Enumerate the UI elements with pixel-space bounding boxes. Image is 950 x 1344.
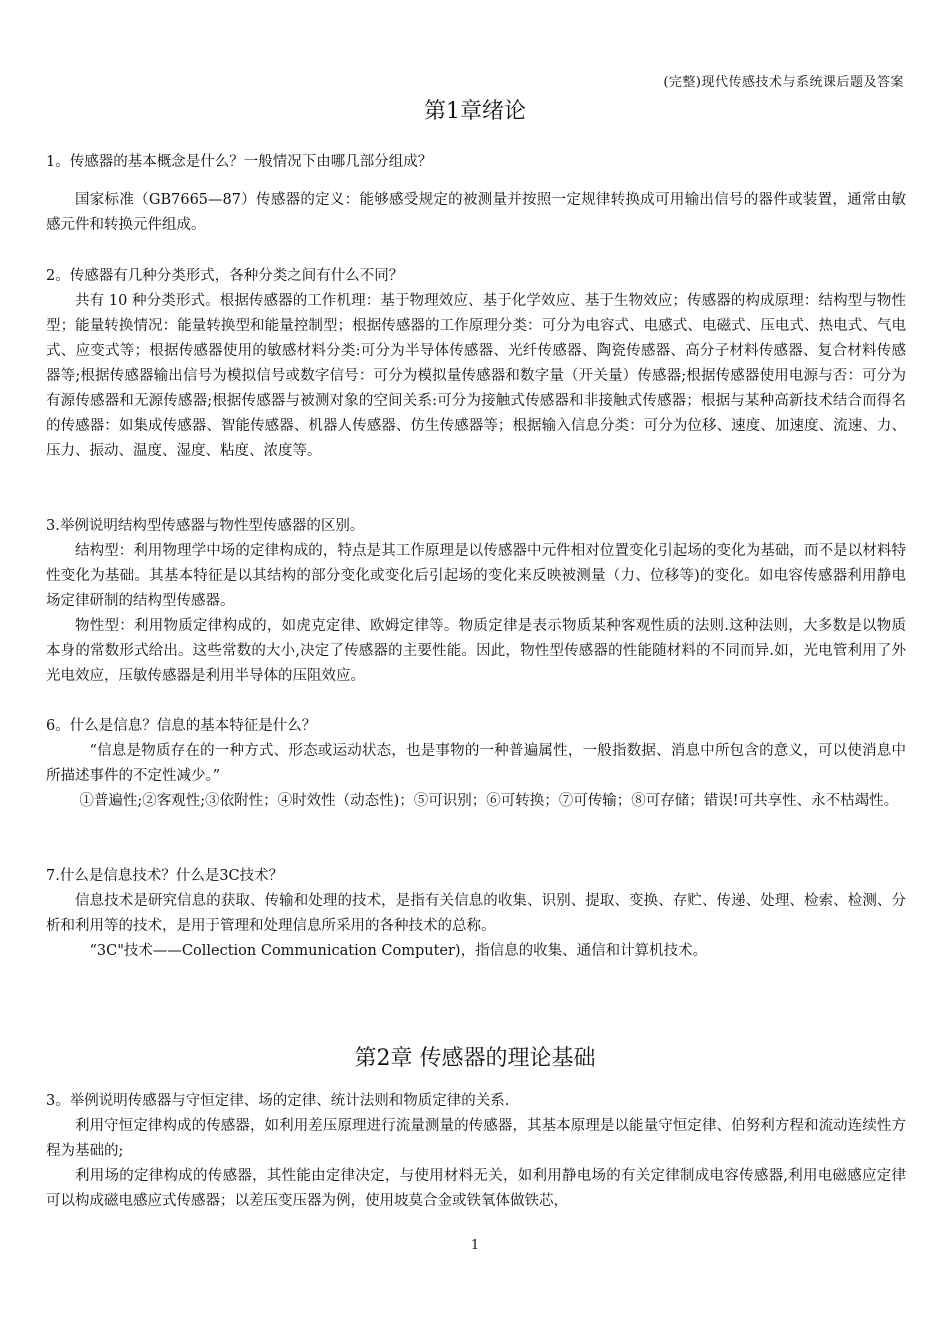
answer-3-structural: 结构型：利用物理学中场的定律构成的，特点是其工作原理是以传感器中元件相对位置变化引起场的变化为基础，而不是以材料特性变化为基础。其基本特征是以其结构的部分变化或变化后引起场的变化来反映被测量（力、位移等)的变化。如电容传感器利用静电场定律研制的结构型传感器。 — [46, 543, 906, 609]
answer-6-definition: “信息是物质存在的一种方式、形态或运动状态，也是事物的一种普遍属性，一般指数据、消息中所包含的意义，可以使消息中所描述事件的不定性减少。” — [46, 743, 906, 784]
chapter-2-title: 第2章 传感器的理论基础 — [354, 1046, 596, 1071]
answer-6-features: ①普遍性;②客观性;③依附性；④时效性（动态性)；⑤可识别；⑥可转换；⑦可传输；⑧可存储；错误!可共享性、永不枯竭性。 — [79, 793, 899, 809]
question-2: 2。传感器有几种分类形式，各种分类之间有什么不同？ — [46, 268, 404, 284]
answer-2-3-conservation: 利用守恒定律构成的传感器，如利用差压原理进行流量测量的传感器，其基本原理是以能量守恒定律、伯努利方程和流动连续性方程为基础的; — [46, 1118, 906, 1159]
question-2-3: 3。举例说明传感器与守恒定律、场的定律、统计法则和物质定律的关系. — [46, 1093, 510, 1109]
question-3: 3.举例说明结构型传感器与物性型传感器的区别。 — [46, 518, 365, 534]
page-number: 1 — [470, 1238, 480, 1253]
answer-3-physical: 物性型：利用物质定律构成的，如虎克定律、欧姆定律等。物质定律是表示物质某种客观性质的法则.这种法则，大多数是以物质本身的常数形式给出。这些常数的大小,决定了传感器的主要性能。因此，物性型传感器的性能随材料的不同而异.如，光电管利用了外光电效应，压敏传感器是利用半导体的压阻效应。 — [46, 618, 906, 684]
answer-1: 国家标准（GB7665—87）传感器的定义：能够感受规定的被测量并按照一定规律转换成可用输出信号的器件或装置，通常由敏感元件和转换元件组成。 — [46, 192, 906, 233]
chapter-1-title: 第1章绪论 — [424, 99, 526, 124]
question-1: 1。传感器的基本概念是什么？一般情况下由哪几部分组成？ — [46, 154, 433, 170]
question-7: 7.什么是信息技术？什么是3C技术？ — [46, 868, 284, 884]
answer-7-definition: 信息技术是研究信息的获取、传输和处理的技术，是指有关信息的收集、识别、提取、变换、存贮、传递、处理、检索、检测、分析和利用等的技术，是用于管理和处理信息所采用的各种技术的总称。 — [46, 893, 906, 934]
question-6: 6。什么是信息？信息的基本特征是什么？ — [46, 718, 317, 734]
answer-7-3c: “3C"技术——Collection Communication Computer)，指信息的收集、通信和计算机技术。 — [89, 943, 708, 959]
running-header: (完整)现代传感技术与系统课后题及答案 — [663, 75, 904, 90]
answer-2: 共有 10 种分类形式。根据传感器的工作机理：基于物理效应、基于化学效应、基于生物效应；传感器的构成原理：结构型与物性型；能量转换情况：能量转换型和能量控制型；根据传感器的工作原理分类：可分为电容式、电感式、电磁式、压电式、热电式、气电式、应变式等；根据传感器使用的敏感材料分类:可分为半导体传感器、光纤传感器、陶瓷传感器、高分子材料传感器、复合材料传感器等;根据传感器输出信号为模拟信号或数字信号：可分为模拟量传感器和数字量（开关量）传感器;根据传感器使用电源与否：可分为有源传感器和无源传感器;根据传感器与被测对象的空间关系:可分为接触式传感器和非接触式传感器；根据与某种高新技术结合而得名的传感器：如集成传感器、智能传感器、机器人传感器、仿生传感器等；根据输入信息分类：可分为位移、速度、加速度、流速、力、压力、振动、温度、湿度、粘度、浓度等。 — [46, 293, 906, 459]
answer-2-3-field: 利用场的定律构成的传感器，其性能由定律决定，与使用材料无关，如利用静电场的有关定律制成电容传感器,利用电磁感应定律可以构成磁电感应式传感器；以差压变压器为例，使用坡莫合金或铁氧体做铁芯， — [46, 1168, 906, 1209]
